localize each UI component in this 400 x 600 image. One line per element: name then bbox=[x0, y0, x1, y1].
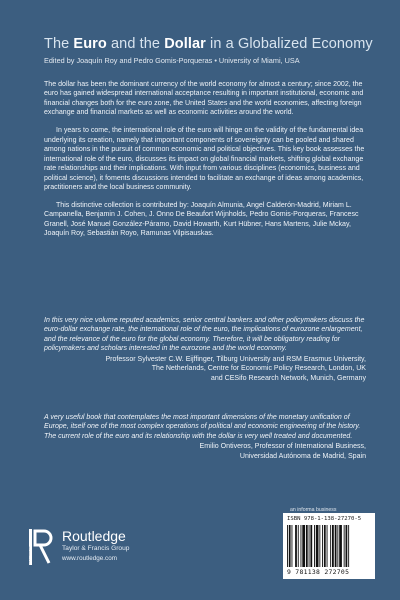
routledge-logo-icon bbox=[28, 527, 54, 567]
publisher-group: Taylor & Francis Group bbox=[62, 545, 130, 552]
editors-line: Edited by Joaquín Roy and Pedro Gomis-Porqueras • University of Miami, USA bbox=[44, 56, 300, 65]
isbn-label: ISBN 978-1-138-27270-5 bbox=[287, 516, 362, 522]
publisher-url: www.routledge.com bbox=[62, 555, 117, 562]
title-dollar: Dollar bbox=[164, 36, 206, 52]
endorsement-text: A very useful book that contemplates the most important dimensions of the monetary unification of Europe, itself one of the most complex operations of political and economic engineering of the history. The current role of the euro and its relationship with the dollar is very well treated and documented. bbox=[44, 414, 361, 440]
description bbox=[44, 80, 366, 247]
endorsement-1 bbox=[44, 316, 366, 383]
svg-text:ROUTLEDGE: ROUTLEDGE bbox=[26, 546, 31, 565]
barcode-digits: 9 781138 272705 bbox=[287, 568, 350, 576]
barcode-bars-icon bbox=[287, 525, 371, 567]
book-title: The Euro and the Dollar in a Globalized Economy bbox=[44, 36, 373, 52]
informa-tagline: an informa business bbox=[290, 507, 337, 513]
description-paragraph: In years to come, the international role of the euro will hinge on the validity of the fundamental idea underlying its creation, namely that important components of sovereignty can be pooled and shared among nations in the pursuit of common economic and political objectives. This key book assesses the international role of the euro, discusses its impact on global financial markets, shifting global exchange rate relationships and their implications. With input from various disciplines (economics, business and political science), it foments discussions intended to facilitate an exchange of ideas among academics, practitioners and the local business community. bbox=[44, 127, 365, 192]
endorsement-author: Professor Sylvester C.W. Eijffinger, Tilburg University and RSM Erasmus University, The Netherlands, Centre for Economic Policy Research, London, UK and CESifo Research Network, Munich, Germany bbox=[105, 355, 366, 382]
endorsement-text: In this very nice volume reputed academics, senior central bankers and other policymakers discuss the euro-dollar exchange rate, the international role of the euro, the implications of eurozone enlargement, and the relevance of the euro for the global economy. Therefore, it will be obligatory reading for policymakers and scholars interested in the eurozone and the world economy. bbox=[44, 317, 365, 353]
publisher-logo bbox=[28, 527, 228, 571]
title-euro: Euro bbox=[73, 36, 107, 52]
endorsement-author: Emilio Ontiveros, Professor of International Business, Universidad Autónoma de Madrid, Spain bbox=[199, 443, 366, 460]
description-paragraph: The dollar has been the dominant currency of the world economy for almost a century; since 2002, the euro has gained widespread international acceptance resulting in important institutional, economic and financial changes both for the euro zone, the United States and the world economies, affecting foreign exchange and financial markets as well as economic activities around the world. bbox=[44, 81, 364, 117]
publisher-name: Routledge bbox=[62, 528, 126, 544]
endorsement-2 bbox=[44, 413, 366, 461]
contributors-paragraph: This distinctive collection is contributed by: Joaquín Almunia, Angel Calderón-Madrid, Miriam L. Campanella, Benjamin J. Cohen, J. Onno De Beaufort Wijnholds, Pedro Gomis-Porqueras, Francesc Granell, José Manuel González-Páramo, David Howarth, Kurt Hübner, Hans Martens, Julie Mckay, Joaquín Roy, Sebastián Royo, Ramunas Vilpisauskas. bbox=[44, 201, 359, 238]
barcode bbox=[283, 513, 375, 579]
